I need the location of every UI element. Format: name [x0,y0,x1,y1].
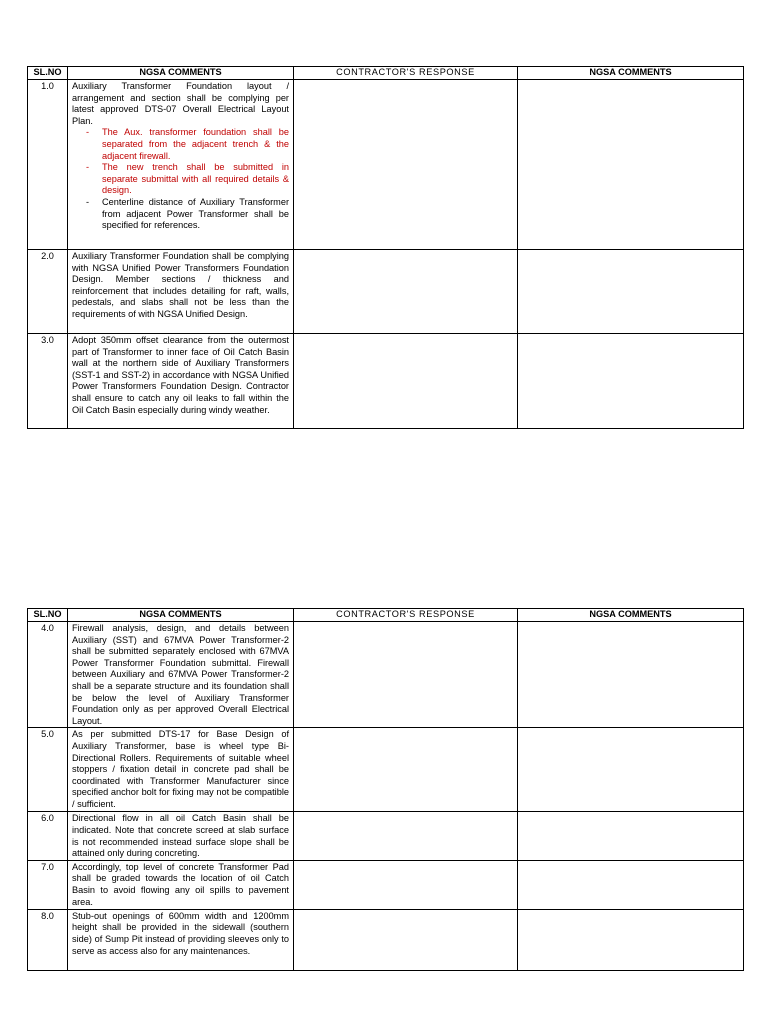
row-slno: 6.0 [28,812,68,860]
bullet-dash: - [86,162,90,173]
bullet-item [72,162,289,197]
row-slno: 5.0 [28,728,68,812]
row-comment: Auxiliary Transformer Foundation shall be complying with NGSA Unified Power Transformers Foundation Design. Member sections / thickness and reinforcement that includes detailing for raft, walls, pedestals, and slabs shall not be less than the requirements of with NGSA Unified Design. [68,250,294,334]
contractor-response-cell[interactable] [294,622,518,728]
header-ngsa-comments: NGSA COMMENTS [68,67,294,80]
row-comment: Directional flow in all oil Catch Basin shall be indicated. Note that concrete screed at slab surface is not recommended instead surface slope shall be attained only during concreting. [68,812,294,860]
contractor-response-cell[interactable] [294,80,518,250]
row-slno: 8.0 [28,909,68,970]
bullet-dash: - [86,127,90,138]
row-comment: Stub-out openings of 600mm width and 1200mm height shall be provided in the sidewall (southern side) of Sump Pit instead of providing sleeves only to serve as access also for any maintenances. [68,909,294,970]
ngsa-comments-cell[interactable] [518,860,744,909]
contractor-response-cell[interactable] [294,860,518,909]
row-slno: 7.0 [28,860,68,909]
ngsa-comments-cell[interactable] [518,728,744,812]
header-contractor-response: CONTRACTOR'S RESPONSE [294,67,518,80]
row-comment: Firewall analysis, design, and details between Auxiliary (SST) and 67MVA Power Transformer-2 shall be submitted separately enclosed with 67MVA Power Transformer Foundation submittal. Firewall between Auxiliary and 67MVA Power Transformer-2 shall be a separate structure and its foundation shall be below the level of Auxiliary Transformer Foundation only as per approved Overall Electrical Layout. [68,622,294,728]
contractor-response-cell[interactable] [294,728,518,812]
comment-bullet-list [72,127,289,231]
ngsa-comments-cell[interactable] [518,622,744,728]
table-row [28,334,744,429]
bullet-item [72,197,289,232]
row-slno: 2.0 [28,250,68,334]
table-row [28,728,744,812]
bullet-text: Centerline distance of Auxiliary Transformer from adjacent Power Transformer shall be specified for references. [102,196,289,231]
ngsa-comments-cell[interactable] [518,909,744,970]
row-comment: Adopt 350mm offset clearance from the outermost part of Transformer to inner face of Oil Catch Basin wall at the northern side of Auxiliary Transformers (SST-1 and SST-2) in accordance with NGSA Unified Power Transformers Foundation Design. Contractor shall ensure to catch any oil leaks to fall within the Oil Catch Basin especially during windy weather. [68,334,294,429]
table-row [28,909,744,970]
header-ngsa-comments-2: NGSA COMMENTS [518,67,744,80]
table-header-row [28,609,744,622]
header-contractor-response: CONTRACTOR'S RESPONSE [294,609,518,622]
bullet-item [72,127,289,162]
table-row [28,250,744,334]
row-slno: 3.0 [28,334,68,429]
ngsa-comments-cell[interactable] [518,80,744,250]
contractor-response-cell[interactable] [294,909,518,970]
comment-text: Auxiliary Transformer Foundation layout / arrangement and section shall be complying per latest approved DTS-07 Overall Electrical Layout Plan. [72,81,289,126]
table-row [28,622,744,728]
row-comment: As per submitted DTS-17 for Base Design of Auxiliary Transformer, base is wheel type Bi-Directional Rollers. Requirements of suitable wheel stoppers / fixation detail in concrete pad shall be coordinated with Transformer Manufacturer since specified anchor bolt for fixing may not be compatible / sufficient. [68,728,294,812]
ngsa-comments-cell[interactable] [518,812,744,860]
bullet-dash: - [86,196,90,207]
contractor-response-cell[interactable] [294,812,518,860]
row-comment: Accordingly, top level of concrete Transformer Pad shall be graded towards the location of oil Catch Basin to avoid flowing any oil spills to pavement area. [68,860,294,909]
table-header-row [28,67,744,80]
table-row [28,812,744,860]
contractor-response-cell[interactable] [294,250,518,334]
table-row [28,860,744,909]
ngsa-comments-cell[interactable] [518,250,744,334]
bullet-text: The Aux. transformer foundation shall be separated from the adjacent trench & the adjacent firewall. [102,127,289,161]
table-row [28,80,744,250]
comments-table-1 [27,66,744,429]
comments-table-2 [27,608,744,971]
header-slno: SL.NO [28,609,68,622]
header-ngsa-comments-2: NGSA COMMENTS [518,609,744,622]
row-comment [68,80,294,250]
row-slno: 1.0 [28,80,68,250]
header-ngsa-comments: NGSA COMMENTS [68,609,294,622]
contractor-response-cell[interactable] [294,334,518,429]
ngsa-comments-cell[interactable] [518,334,744,429]
header-slno: SL.NO [28,67,68,80]
bullet-text: The new trench shall be submitted in separate submittal with all required details & design. [102,162,289,196]
row-slno: 4.0 [28,622,68,728]
